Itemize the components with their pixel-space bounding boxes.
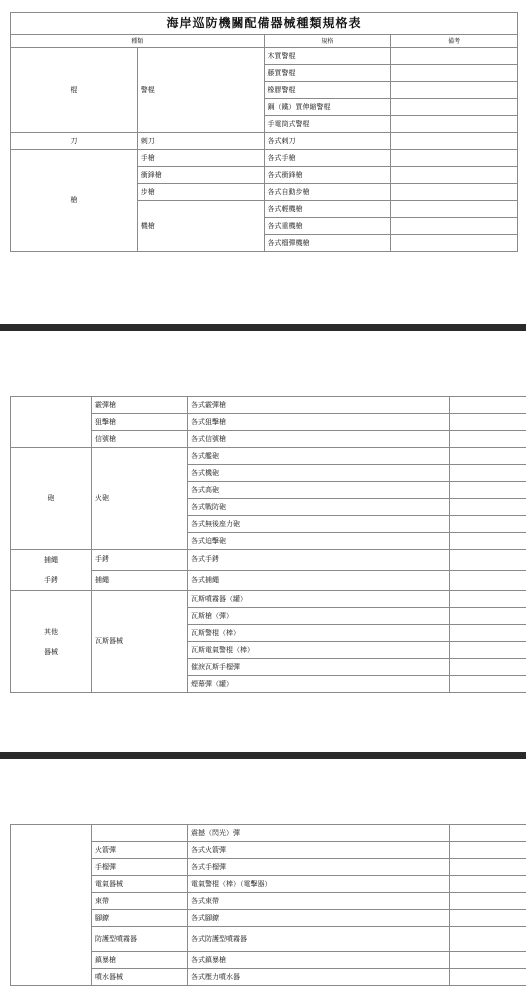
spec-cell: 各式迫擊砲 <box>188 533 450 550</box>
spec-cell: 各式霰彈槍 <box>188 397 450 414</box>
group-cell-cannon: 砲 <box>11 448 92 550</box>
remark-cell <box>450 591 526 608</box>
sub-cell-machine-gun: 機槍 <box>137 201 264 252</box>
sub-cell: 鎮暴槍 <box>92 952 188 969</box>
remark-cell <box>450 516 526 533</box>
spec-cell: 各式鎮暴槍 <box>188 952 450 969</box>
spec-cell: 各式戰防砲 <box>188 499 450 516</box>
spec-cell: 瓦斯警棍（棒） <box>188 625 450 642</box>
group-cell-restraint <box>11 550 92 591</box>
remark-cell <box>450 910 526 927</box>
table-row <box>11 150 518 167</box>
spec-table-page-2 <box>10 396 526 693</box>
remark-cell <box>450 927 526 952</box>
remark-cell <box>391 167 518 184</box>
spec-cell: 各式信號槍 <box>188 431 450 448</box>
spec-cell: 各式艦砲 <box>188 448 450 465</box>
spec-cell: 震撼（閃光）彈 <box>188 825 450 842</box>
table-row <box>11 448 526 465</box>
remark-cell <box>450 969 526 986</box>
remark-cell <box>450 893 526 910</box>
remark-cell <box>391 235 518 252</box>
spec-cell: 瓦斯槍（彈） <box>188 608 450 625</box>
remark-cell <box>391 82 518 99</box>
remark-cell <box>450 825 526 842</box>
sub-cell <box>92 825 188 842</box>
remark-cell <box>450 397 526 414</box>
header-spec: 規格 <box>264 35 391 48</box>
group-cell-knife: 刀 <box>11 133 138 150</box>
remark-cell <box>391 65 518 82</box>
remark-cell <box>450 465 526 482</box>
spec-cell: 瓦斯電氣警棍（棒） <box>188 642 450 659</box>
sub-cell-cannon: 火砲 <box>92 448 188 550</box>
remark-cell <box>450 676 526 693</box>
sub-cell: 火箭彈 <box>92 842 188 859</box>
spec-cell: 手電筒式警棍 <box>264 116 391 133</box>
sub-cell: 狙擊槍 <box>92 414 188 431</box>
spec-cell: 各式手銬 <box>188 550 450 571</box>
group-cell-other-continued <box>11 825 92 986</box>
sub-cell: 防護型噴霧器 <box>92 927 188 952</box>
remark-cell <box>391 218 518 235</box>
spec-cell: 藤質警棍 <box>264 65 391 82</box>
group-label-line: 手銬 <box>44 576 58 584</box>
remark-cell <box>391 48 518 65</box>
spec-cell: 各式輕機槍 <box>264 201 391 218</box>
spec-cell: 鋼（鐵）質伸縮警棍 <box>264 99 391 116</box>
spec-cell: 電氣警棍（棒）（電擊器） <box>188 876 450 893</box>
remark-cell <box>391 201 518 218</box>
header-remark: 備考 <box>391 35 518 48</box>
group-cell-gun: 槍 <box>11 150 138 252</box>
remark-cell <box>450 570 526 591</box>
group-cell-gun-continued <box>11 397 92 448</box>
spec-cell: 各式刺刀 <box>264 133 391 150</box>
page-separator <box>0 752 526 759</box>
spec-cell: 各式重機槍 <box>264 218 391 235</box>
header-type: 種類 <box>11 35 265 48</box>
spec-cell: 各式機砲 <box>188 465 450 482</box>
remark-cell <box>450 859 526 876</box>
spec-cell: 橡膠警棍 <box>264 82 391 99</box>
remark-cell <box>450 608 526 625</box>
remark-cell <box>450 659 526 676</box>
sub-cell: 束帶 <box>92 893 188 910</box>
spec-table-page-3 <box>10 824 526 986</box>
spec-cell: 瓦斯噴霧器（罐） <box>188 591 450 608</box>
remark-cell <box>450 550 526 571</box>
spec-table-page-1 <box>10 12 518 252</box>
remark-cell <box>391 99 518 116</box>
header-row <box>11 35 518 48</box>
remark-cell <box>450 482 526 499</box>
table-title: 海岸巡防機關配備器械種類規格表 <box>11 13 518 35</box>
table-row <box>11 397 526 414</box>
title-row <box>11 13 518 35</box>
sub-cell: 電氣器械 <box>92 876 188 893</box>
table-row <box>11 48 518 65</box>
spec-cell: 催淚瓦斯手榴彈 <box>188 659 450 676</box>
spec-cell: 各式捕繩 <box>188 570 450 591</box>
remark-cell <box>450 448 526 465</box>
table-row <box>11 133 518 150</box>
spec-cell: 各式無後座力砲 <box>188 516 450 533</box>
remark-cell <box>450 431 526 448</box>
remark-cell <box>450 625 526 642</box>
table-row <box>11 591 526 608</box>
sub-cell: 衝鋒槍 <box>137 167 264 184</box>
spec-cell: 各式衝鋒槍 <box>264 167 391 184</box>
table-row <box>11 550 526 571</box>
sub-cell: 噴水器械 <box>92 969 188 986</box>
sub-cell: 手銬 <box>92 550 188 571</box>
remark-cell <box>450 414 526 431</box>
sub-cell: 手槍 <box>137 150 264 167</box>
spec-cell: 各式火箭彈 <box>188 842 450 859</box>
spec-cell: 煙幕彈（罐） <box>188 676 450 693</box>
group-label-line: 其他 <box>44 627 58 636</box>
sub-cell: 手榴彈 <box>92 859 188 876</box>
spec-cell: 各式手榴彈 <box>188 859 450 876</box>
spec-cell: 各式狙擊槍 <box>188 414 450 431</box>
sub-cell: 霰彈槍 <box>92 397 188 414</box>
sub-cell: 腳鐐 <box>92 910 188 927</box>
remark-cell <box>450 642 526 659</box>
spec-cell: 木質警棍 <box>264 48 391 65</box>
spec-cell: 各式榴彈機槍 <box>264 235 391 252</box>
spec-cell: 各式防護型噴霧器 <box>188 927 450 952</box>
spec-cell: 各式自動步槍 <box>264 184 391 201</box>
sub-cell: 步槍 <box>137 184 264 201</box>
remark-cell <box>391 150 518 167</box>
remark-cell <box>391 133 518 150</box>
spec-cell: 各式束帶 <box>188 893 450 910</box>
spec-cell: 各式手槍 <box>264 150 391 167</box>
remark-cell <box>391 116 518 133</box>
sub-cell-baton: 警棍 <box>137 48 264 133</box>
table-row <box>11 825 526 842</box>
spec-cell: 各式高砲 <box>188 482 450 499</box>
remark-cell <box>450 499 526 516</box>
remark-cell <box>391 184 518 201</box>
remark-cell <box>450 876 526 893</box>
sub-cell-gas: 瓦斯器械 <box>92 591 188 693</box>
sub-cell: 捕繩 <box>92 570 188 591</box>
remark-cell <box>450 842 526 859</box>
page-separator <box>0 324 526 331</box>
sub-cell: 信號槍 <box>92 431 188 448</box>
remark-cell <box>450 533 526 550</box>
group-cell-baton: 棍 <box>11 48 138 133</box>
spec-cell: 各式壓力噴水器 <box>188 969 450 986</box>
group-label-line: 捕繩 <box>44 556 58 564</box>
sub-cell: 刺刀 <box>137 133 264 150</box>
spec-cell: 各式腳鐐 <box>188 910 450 927</box>
group-cell-other <box>11 591 92 693</box>
group-label-line: 器械 <box>44 647 58 656</box>
remark-cell <box>450 952 526 969</box>
